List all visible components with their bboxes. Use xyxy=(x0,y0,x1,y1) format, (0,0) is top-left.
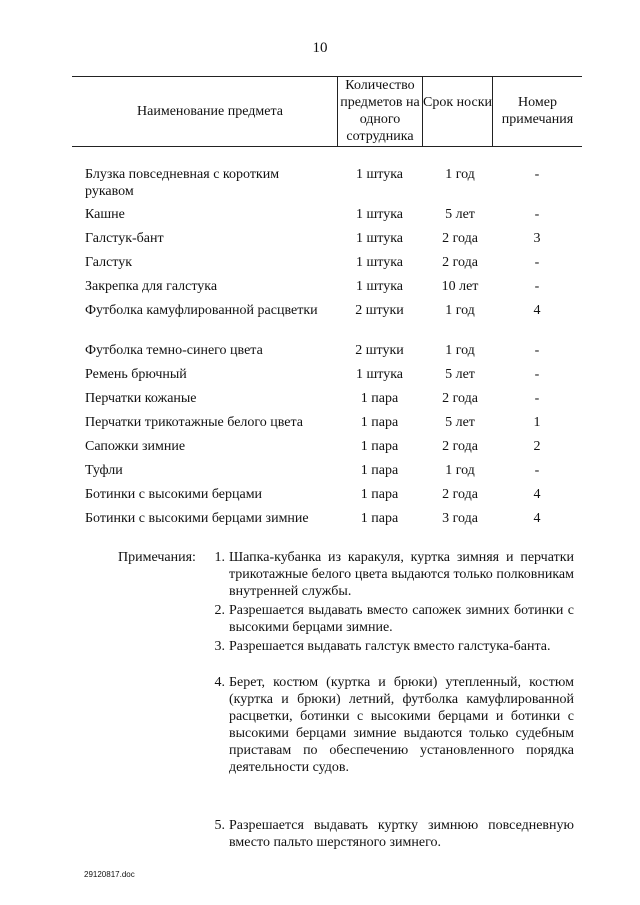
note-item xyxy=(204,674,574,776)
note-text: Разрешается выдавать галстук вместо галстука-банта. xyxy=(229,639,551,654)
item-name: Ремень брючный xyxy=(85,367,187,382)
item-term: 1 год xyxy=(445,343,475,358)
note-number: 3. xyxy=(214,639,225,654)
item-quantity: 1 пара xyxy=(360,391,399,406)
item-term: 5 лет xyxy=(445,415,475,430)
item-note-number: - xyxy=(534,367,540,382)
table-header-rule xyxy=(72,146,582,147)
item-note-number: - xyxy=(534,207,540,222)
note-item xyxy=(204,602,574,636)
item-quantity: 1 штука xyxy=(355,167,404,182)
item-note-number: - xyxy=(534,391,540,406)
item-term: 1 год xyxy=(445,167,475,182)
item-quantity: 1 штука xyxy=(355,367,404,382)
item-name: Перчатки кожаные xyxy=(85,391,197,406)
item-term: 10 лет xyxy=(441,279,479,294)
item-term: 5 лет xyxy=(445,367,475,382)
item-quantity: 1 штука xyxy=(355,207,404,222)
header-name: Наименование предмета xyxy=(137,104,283,119)
page-number: 10 xyxy=(312,40,328,56)
item-term: 1 год xyxy=(445,463,475,478)
item-quantity: 1 пара xyxy=(360,487,399,502)
note-item xyxy=(204,549,574,600)
item-term: 3 года xyxy=(442,511,478,526)
note-number: 4. xyxy=(214,675,225,690)
item-quantity: 1 пара xyxy=(360,415,399,430)
item-note-number: 4 xyxy=(533,303,541,318)
item-note-number: - xyxy=(534,463,540,478)
item-quantity: 1 пара xyxy=(360,511,399,526)
header-quantity: Количество предметов на одного сотрудника xyxy=(340,78,420,144)
item-name: Ботинки с высокими берцами xyxy=(85,487,263,502)
note-number: 1. xyxy=(214,550,225,565)
note-number: 2. xyxy=(214,603,225,618)
note-item xyxy=(204,817,574,851)
item-term: 2 года xyxy=(442,487,478,502)
item-note-number: - xyxy=(534,279,540,294)
table-top-rule xyxy=(72,76,582,77)
header-term: Срок носки xyxy=(423,95,492,110)
item-note-number: - xyxy=(534,343,540,358)
item-name: Закрепка для галстука xyxy=(85,279,218,294)
item-name: Галстук xyxy=(85,255,133,270)
item-quantity: 1 пара xyxy=(360,439,399,454)
item-note-number: - xyxy=(534,167,540,182)
item-note-number: - xyxy=(534,255,540,270)
item-quantity: 1 штука xyxy=(355,231,404,246)
item-quantity: 1 штука xyxy=(355,255,404,270)
item-term: 1 год xyxy=(445,303,475,318)
item-term: 2 года xyxy=(442,255,478,270)
note-text: Разрешается выдавать куртку зимнюю повседневную вместо пальто шерстяного зимнего. xyxy=(229,818,574,850)
column-divider xyxy=(422,76,423,146)
item-name: Футболка темно-синего цвета xyxy=(85,343,263,358)
item-term: 2 года xyxy=(442,391,478,406)
item-note-number: 2 xyxy=(533,439,541,454)
item-name: Блузка повседневная с коротким рукавом xyxy=(85,167,280,199)
header-note-number: Номер примечания xyxy=(501,95,574,127)
note-text: Разрешается выдавать вместо сапожек зимних ботинки с высокими берцами зимние. xyxy=(229,603,574,635)
item-name: Ботинки с высокими берцами зимние xyxy=(85,511,309,526)
item-name: Кашне xyxy=(85,207,125,222)
footer-filename: 29120817.doc xyxy=(84,870,135,879)
item-note-number: 1 xyxy=(533,415,541,430)
item-name: Футболка камуфлированной расцветки xyxy=(85,303,318,318)
item-name: Перчатки трикотажные белого цвета xyxy=(85,415,304,430)
item-quantity: 1 штука xyxy=(355,279,404,294)
item-quantity: 1 пара xyxy=(360,463,399,478)
note-text: Берет, костюм (куртка и брюки) утепленный, костюм (куртка и брюки) летний, футболка камуфлированной расцветки, ботинки с высокими берцами и ботинки с высокими берцами зимние выдаются только судебным приставам по обеспечению установленного порядка деятельности судов. xyxy=(229,675,574,775)
item-note-number: 4 xyxy=(533,511,541,526)
note-item xyxy=(204,638,574,655)
item-name: Сапожки зимние xyxy=(85,439,186,454)
item-term: 2 года xyxy=(442,439,478,454)
item-term: 5 лет xyxy=(445,207,475,222)
note-number: 5. xyxy=(214,818,225,833)
item-name: Галстук-бант xyxy=(85,231,164,246)
item-name: Туфли xyxy=(85,463,123,478)
item-note-number: 3 xyxy=(533,231,541,246)
item-quantity: 2 штуки xyxy=(355,343,404,358)
note-text: Шапка-кубанка из каракуля, куртка зимняя и перчатки трикотажные белого цвета выдаются только полковникам внутренней службы. xyxy=(229,550,574,599)
item-note-number: 4 xyxy=(533,487,541,502)
item-term: 2 года xyxy=(442,231,478,246)
notes-label: Примечания: xyxy=(118,550,196,565)
item-quantity: 2 штуки xyxy=(355,303,404,318)
